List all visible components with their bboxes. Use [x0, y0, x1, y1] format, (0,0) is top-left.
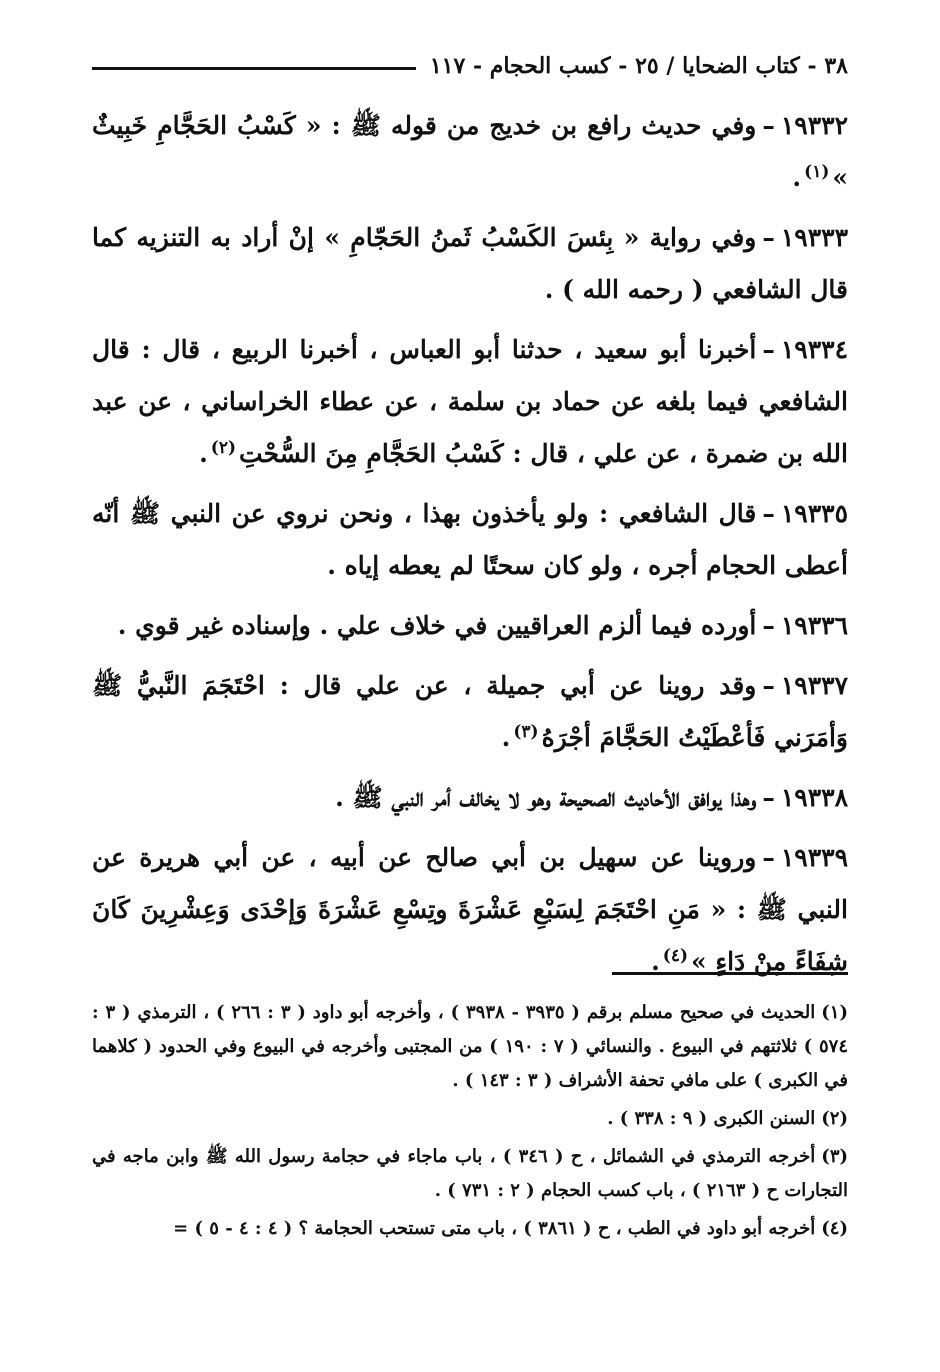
entry-number: ١٩٣٣٧ [780, 671, 848, 700]
footnote-separator [612, 972, 848, 975]
footnote-text: الحديث في صحيح مسلم برقم ( ٣٩٣٥ - ٣٩٣٨ ) ، وأخرجه أبو داود ( ٣ : ٢٦٦ ) ، الترمذي ( ٣ : ٥٧٤ ) ثلاثتهم في البيوع . والنسائي ( ٧ : ١٩٠ ) من المجتبى وأخرجه في البيوع وفي الحدود ( كلاهما في الكبرى ) على مافي تحفة الأشراف ( ٣ : ١٤٣ ) . [92, 1002, 848, 1091]
footnote-text: أخرجه أبو داود في الطب ، ح ( ٣٨٦١ ) ، باب متى تستحب الحجامة ؟ ( ٤ : ٤ - ٥ ) = [173, 1218, 816, 1239]
running-header [92, 48, 848, 84]
footnote-reference: (٢) [210, 437, 237, 458]
entry-dash: – [762, 843, 775, 872]
entry-number: ١٩٣٣٢ [780, 111, 848, 140]
footnote-4 [92, 1212, 848, 1246]
entry-text: وقد روينا عن أبي جميلة ، عن علي قال : احْتَجَمَ النَّبيُّ ﷺ وَأمَرَني فَأعْطَيْتُ الحَجَّامَ أجْرَهُ [92, 671, 848, 752]
header-rule [92, 67, 416, 70]
footnote-reference: (١) [804, 161, 830, 182]
entry-number: ١٩٣٣٩ [780, 843, 848, 872]
entry-number: ١٩٣٣٦ [780, 611, 848, 640]
entry-number: ١٩٣٣٣ [780, 223, 848, 252]
footnote-number: (٤) [821, 1218, 848, 1239]
footnote-text: أخرجه الترمذي في الشمائل ، ح ( ٣٤٦ ) ، باب ماجاء في حجامة رسول الله ﷺ وابن ماجه في التجارات ح ( ٢١٦٣ ) ، باب كسب الحجام ( ٢ : ٧٣١ ) . [92, 1146, 848, 1201]
entry-end: . [501, 723, 511, 752]
entry-text: وروينا عن سهيل بن أبي صالح عن أبيه ، عن أبي هريرة عن النبي ﷺ : « مَنِ احْتَجَمَ لِسَبْعِ عَشْرَةَ وتِسْعِ عَشْرَةَ وَإحْدَى وَعِشْرِينَ كَانَ شِفَاءً مِنْ دَاءٍ » [92, 843, 848, 976]
main-text [92, 100, 848, 996]
entry-text: وهذا يوافق الأحاديث الصحيحة وهو لا يخالف أمر النبي ﷺ . [335, 783, 757, 812]
entry-text: قال الشافعي : ولو يأخذون بهذا ، ونحن نروي عن النبي ﷺ أنّه أعطى الحجام أجره ، ولو كان سحتًا لم يعطه إياه . [92, 499, 848, 580]
entry-text: أورده فيما ألزم العراقيين في خلاف علي . وإسناده غير قوي . [117, 611, 757, 640]
footnote-3 [92, 1140, 848, 1208]
running-header-text: ٣٨ - كتاب الضحايا / ٢٥ - كسب الحجام - ١١٧ [429, 53, 848, 79]
entry-dash: – [762, 335, 775, 364]
hadith-entry-19332 [92, 100, 848, 204]
entry-end: . [792, 163, 802, 192]
entry-number: ١٩٣٣٥ [780, 499, 848, 528]
hadith-entry-19337 [92, 660, 848, 764]
footnote-2 [92, 1102, 848, 1136]
footnote-reference: (٣) [513, 721, 539, 742]
entry-end: . [651, 947, 660, 976]
entry-number: ١٩٣٣٨ [780, 783, 848, 812]
footnotes-section [92, 996, 848, 1250]
hadith-entry-19338 [92, 772, 848, 824]
entry-dash: – [762, 671, 775, 700]
entry-text: وفي رواية « بِئسَ الكَسْبُ ثَمنُ الحَجّامِ » إنْ أراد به التنزيه كما قال الشافعي ( رحمه الله ) . [92, 223, 848, 304]
entry-dash: – [762, 223, 775, 252]
footnote-text: السنن الكبرى ( ٩ : ٣٣٨ ) . [607, 1108, 816, 1129]
footnote-number: (٢) [821, 1108, 848, 1129]
entry-dash: – [762, 611, 775, 640]
hadith-entry-19339 [92, 832, 848, 988]
hadith-entry-19333 [92, 212, 848, 316]
entry-dash: – [762, 783, 775, 812]
entry-number: ١٩٣٣٤ [780, 335, 848, 364]
entry-end: . [199, 439, 208, 468]
hadith-entry-19335 [92, 488, 848, 592]
footnote-number: (١) [821, 1002, 848, 1023]
entry-text: وفي حديث رافع بن خديج من قوله ﷺ : « كَسْبُ الحَجَّامِ خَبِيثٌ » [92, 111, 848, 192]
entry-dash: – [762, 499, 775, 528]
footnote-number: (٣) [821, 1146, 849, 1167]
hadith-entry-19336 [92, 600, 848, 652]
footnote-reference: (٤) [662, 945, 689, 966]
hadith-entry-19334 [92, 324, 848, 480]
entry-dash: – [762, 111, 775, 140]
footnote-1 [92, 996, 848, 1098]
entry-text: أخبرنا أبو سعيد ، حدثنا أبو العباس ، أخبرنا الربيع ، قال : قال الشافعي فيما بلغه عن حماد بن سلمة ، عن عطاء الخراساني ، عن عبد الله بن ضمرة ، عن علي ، قال : كَسْبُ الحَجَّامِ مِنَ السُّحْتِ [92, 335, 848, 468]
